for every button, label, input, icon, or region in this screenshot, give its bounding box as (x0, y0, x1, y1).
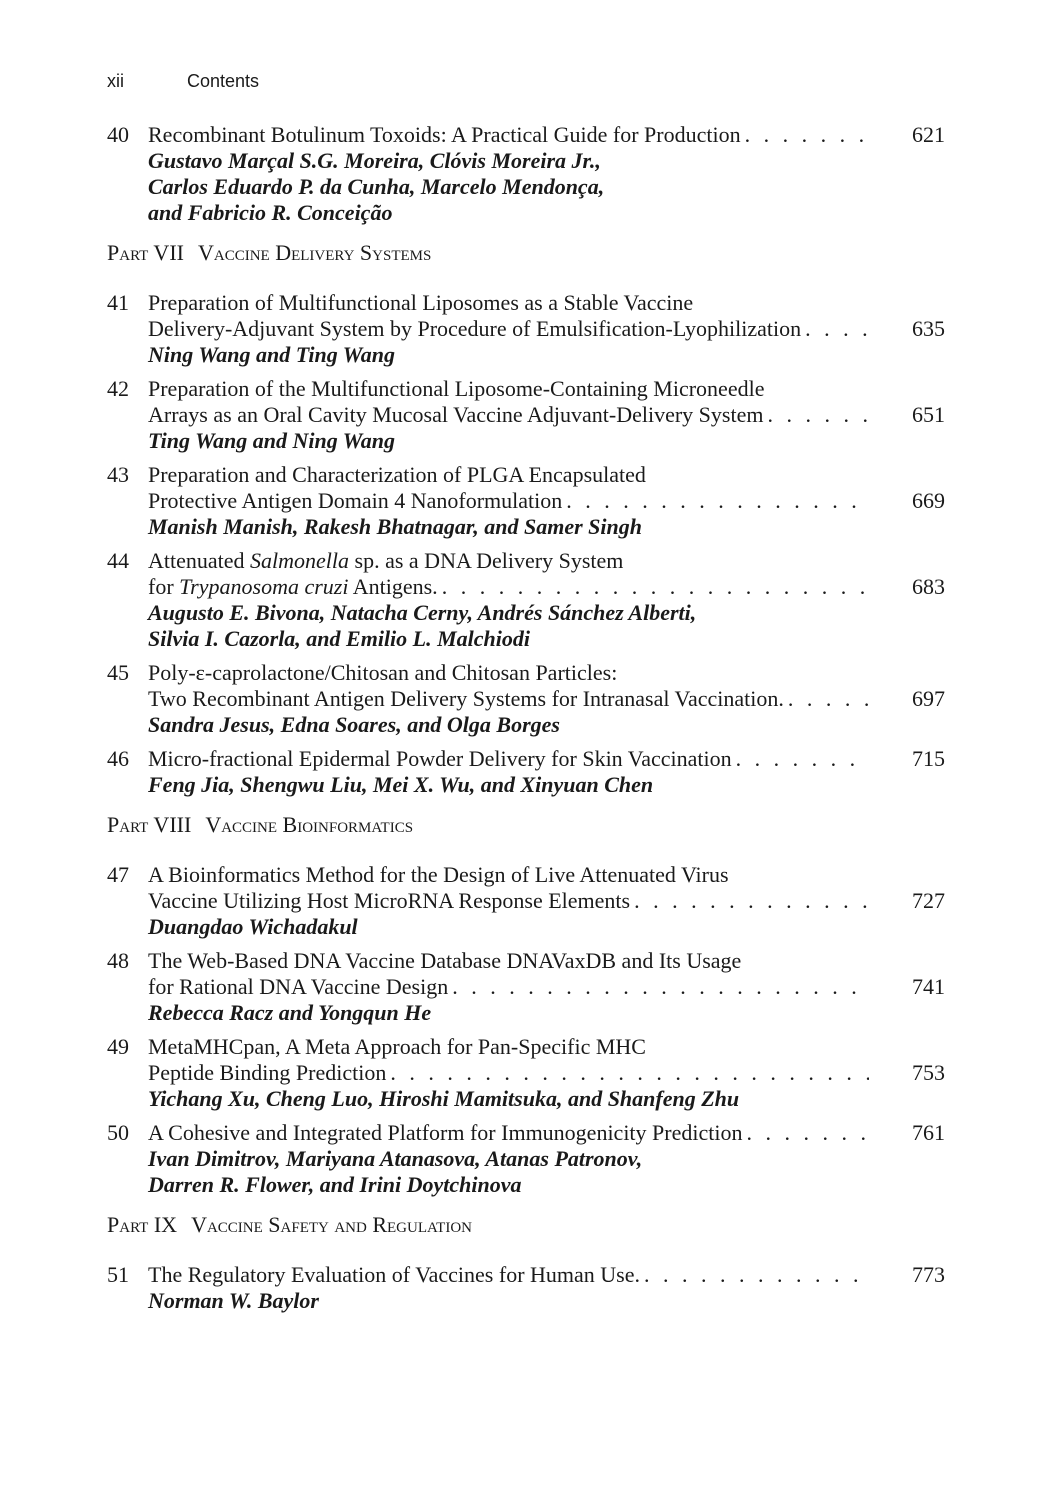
chapter-authors: Manish Manish, Rakesh Bhatnagar, and Samer Singh (148, 514, 642, 539)
chapter-authors: Darren R. Flower, and Irini Doytchinova (148, 1172, 522, 1197)
chapter-title-line (148, 660, 945, 686)
chapter-number: 42 (107, 376, 129, 401)
chapter-title-text: Two Recombinant Antigen Delivery Systems for Intranasal Vaccination. (148, 686, 784, 711)
toc-entry (107, 548, 945, 652)
entry-body (148, 290, 945, 368)
part-title: Vaccine Delivery Systems (197, 240, 432, 265)
chapter-title-text: Peptide Binding Prediction (148, 1060, 387, 1085)
chapter-title-line (148, 548, 945, 574)
toc-entry (107, 660, 945, 738)
toc-entry (107, 948, 945, 1026)
page-number: 761 (912, 1120, 945, 1145)
chapter-title-text: Vaccine Utilizing Host MicroRNA Response Elements (148, 888, 631, 913)
chapter-title-text: The Web-Based DNA Vaccine Database DNAVaxDB and Its Usage (148, 948, 742, 973)
dot-leader (442, 574, 869, 600)
chapter-authors: Yichang Xu, Cheng Luo, Hiroshi Mamitsuka, and Shanfeng Zhu (148, 1086, 740, 1111)
chapter-title-line (148, 376, 945, 402)
toc-entry (107, 376, 945, 454)
toc-entry (107, 1120, 945, 1198)
chapter-title-line (148, 948, 945, 974)
page-number: 741 (912, 974, 945, 999)
chapter-title-line (148, 1262, 945, 1288)
chapter-title-text: A Cohesive and Integrated Platform for Immunogenicity Prediction (148, 1120, 743, 1145)
dot-leader (805, 316, 869, 342)
part-vii-heading (107, 240, 945, 266)
entries-group-a (107, 122, 945, 226)
chapter-title-line (148, 290, 945, 316)
chapter-title-line (148, 574, 945, 600)
chapter-title-text: Micro-fractional Epidermal Powder Delivery for Skin Vaccination (148, 746, 732, 771)
page-number: 697 (912, 686, 945, 711)
page-number: 727 (912, 888, 945, 913)
chapter-number: 50 (107, 1120, 129, 1145)
chapter-title-line (148, 316, 945, 342)
chapter-number: 51 (107, 1262, 129, 1287)
chapter-title-line (148, 974, 945, 1000)
chapter-title-line (148, 862, 945, 888)
chapter-authors: Sandra Jesus, Edna Soares, and Olga Borges (148, 712, 560, 737)
table-of-contents (107, 122, 945, 1322)
chapter-title-text: Poly-ε-caprolactone/Chitosan and Chitosan Particles: (148, 660, 618, 685)
entry-body (148, 548, 945, 652)
dot-leader (644, 1262, 869, 1288)
entries-group-c (107, 862, 945, 1198)
part-title: Vaccine Safety and Regulation (191, 1212, 473, 1237)
chapter-title-text: Preparation of the Multifunctional Liposome-Containing Microneedle (148, 376, 765, 401)
page-folio: xii (107, 71, 124, 91)
chapter-title-text: Preparation of Multifunctional Liposomes as a Stable Vaccine (148, 290, 694, 315)
dot-leader (452, 974, 869, 1000)
toc-entry (107, 1262, 945, 1314)
toc-entry (107, 746, 945, 798)
dot-leader (746, 1120, 869, 1146)
chapter-number: 40 (107, 122, 129, 147)
chapter-title-line (148, 888, 945, 914)
chapter-title-text: Recombinant Botulinum Toxoids: A Practical Guide for Production (148, 122, 741, 147)
chapter-authors: Duangdao Wichadakul (148, 914, 358, 939)
running-header (107, 71, 259, 92)
chapter-title-text: for Rational DNA Vaccine Design (148, 974, 449, 999)
page-number: 753 (912, 1060, 945, 1085)
page-number: 669 (912, 488, 945, 513)
page-number: 635 (912, 316, 945, 341)
chapter-title-line (148, 488, 945, 514)
entry-body (148, 462, 945, 540)
chapter-authors: Rebecca Racz and Yongqun He (148, 1000, 432, 1025)
part-label: Part IX (107, 1212, 178, 1237)
chapter-number: 48 (107, 948, 129, 973)
dot-leader (634, 888, 869, 914)
chapter-title-text: Preparation and Characterization of PLGA Encapsulated (148, 462, 646, 487)
entries-group-b (107, 290, 945, 798)
chapter-number: 44 (107, 548, 129, 573)
chapter-authors: Ivan Dimitrov, Mariyana Atanasova, Atanas Patronov, (148, 1146, 643, 1171)
page-number: 651 (912, 402, 945, 427)
chapter-authors: Norman W. Baylor (148, 1288, 319, 1313)
chapter-authors: Augusto E. Bivona, Natacha Cerny, Andrés Sánchez Alberti, (148, 600, 697, 625)
chapter-title-line (148, 1120, 945, 1146)
toc-entry (107, 122, 945, 226)
entry-body (148, 1262, 945, 1314)
chapter-number: 45 (107, 660, 129, 685)
entry-body (148, 122, 945, 226)
page-number: 773 (912, 1262, 945, 1287)
chapter-authors: Ting Wang and Ning Wang (148, 428, 395, 453)
page-number: 715 (912, 746, 945, 771)
chapter-title-line (148, 462, 945, 488)
chapter-title-line (148, 1060, 945, 1086)
toc-entry (107, 1034, 945, 1112)
chapter-authors: Ning Wang and Ting Wang (148, 342, 395, 367)
entry-body (148, 660, 945, 738)
entry-body (148, 1120, 945, 1198)
chapter-authors: Gustavo Marçal S.G. Moreira, Clóvis Moreira Jr., (148, 148, 601, 173)
part-label: Part VIII (107, 812, 192, 837)
dot-leader (745, 122, 869, 148)
chapter-title-text: A Bioinformatics Method for the Design of Live Attenuated Virus (148, 862, 729, 887)
entry-body (148, 1034, 945, 1112)
entry-body (148, 948, 945, 1026)
chapter-number: 47 (107, 862, 129, 887)
entry-body (148, 746, 945, 798)
chapter-title-text: for Trypanosoma cruzi Antigens. (148, 574, 438, 599)
part-ix-heading (107, 1212, 945, 1238)
toc-entry (107, 290, 945, 368)
part-label: Part VII (107, 240, 184, 265)
dot-leader (566, 488, 869, 514)
chapter-title-line (148, 402, 945, 428)
chapter-number: 46 (107, 746, 129, 771)
chapter-number: 43 (107, 462, 129, 487)
chapter-title-text: Arrays as an Oral Cavity Mucosal Vaccine Adjuvant-Delivery System (148, 402, 764, 427)
entry-body (148, 376, 945, 454)
chapter-title-text: Protective Antigen Domain 4 Nanoformulation (148, 488, 563, 513)
running-title: Contents (187, 71, 260, 91)
chapter-title-text: Delivery-Adjuvant System by Procedure of Emulsification-Lyophilization (148, 316, 802, 341)
dot-leader (767, 402, 869, 428)
dot-leader (736, 746, 869, 772)
chapter-authors: and Fabricio R. Conceição (148, 200, 393, 225)
chapter-title-text: Attenuated Salmonella sp. as a DNA Delivery System (148, 548, 624, 573)
dot-leader (390, 1060, 869, 1086)
page-number: 621 (912, 122, 945, 147)
chapter-title-line (148, 1034, 945, 1060)
chapter-authors: Feng Jia, Shengwu Liu, Mei X. Wu, and Xinyuan Chen (148, 772, 654, 797)
part-viii-heading (107, 812, 945, 838)
chapter-title-text: MetaMHCpan, A Meta Approach for Pan-Specific MHC (148, 1034, 646, 1059)
chapter-title-line (148, 746, 945, 772)
toc-entry (107, 862, 945, 940)
part-title: Vaccine Bioinformatics (205, 812, 414, 837)
chapter-authors: Silvia I. Cazorla, and Emilio L. Malchiodi (148, 626, 531, 651)
page-number: 683 (912, 574, 945, 599)
chapter-authors: Carlos Eduardo P. da Cunha, Marcelo Mendonça, (148, 174, 605, 199)
toc-entry (107, 462, 945, 540)
chapter-number: 49 (107, 1034, 129, 1059)
chapter-number: 41 (107, 290, 129, 315)
chapter-title-line (148, 686, 945, 712)
dot-leader (788, 686, 869, 712)
entry-body (148, 862, 945, 940)
entries-group-d (107, 1262, 945, 1314)
chapter-title-text: The Regulatory Evaluation of Vaccines for Human Use. (148, 1262, 641, 1287)
chapter-title-line (148, 122, 945, 148)
